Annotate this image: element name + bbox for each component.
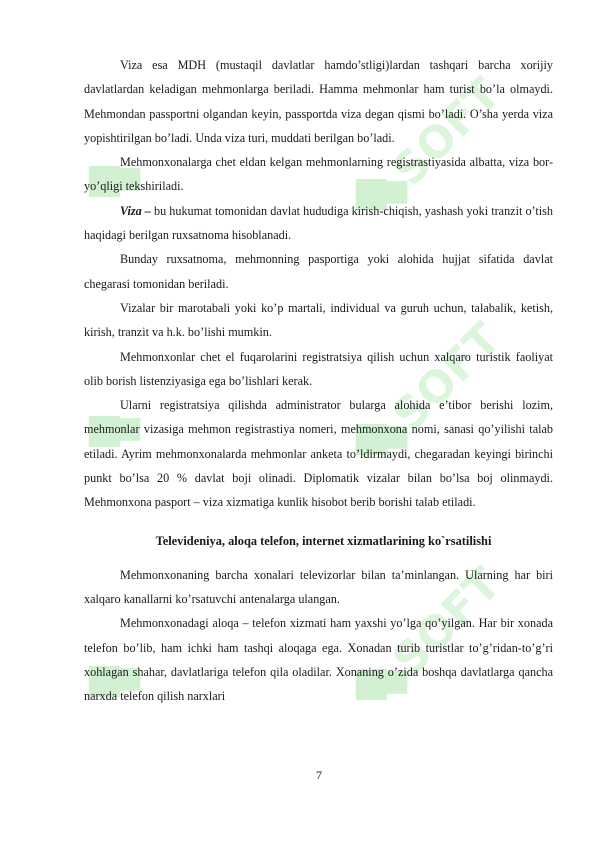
paragraph-visa-types: Vizalar bir marotabali yoki ko’p martali, individual va guruh uchun, talabalik, ketish, kirish, tranzit va h.k. bo’lishi mumkin. [84, 300, 553, 340]
paragraph-telephone: Mehmonxonadagi aloqa – telefon xizmati ham yaxshi yo’lga qo’yilgan. Har bir xonada telefon bo’lib, ham ichki ham tashqi aloqaga ega. Xonadan turib turistlar to’g’ridan-to’g’ri xohlagan shahar, davlatlariga telefon qila oladilar. Xonaning o’zida boshqa davlatlarga qancha narxda telefon qilish narxlari [84, 616, 553, 704]
watermark-text: SOFT [383, 68, 511, 196]
term-viza: Viza – [120, 203, 151, 218]
page-number: 7 [316, 768, 322, 782]
watermark-text: SOFT [383, 313, 511, 441]
document-body [84, 53, 553, 708]
paragraph-license: Mehmonxonlar chet el fuqarolarini registratsiya qilish uchun xalqaro turistik faoliyat olib borish listenziyasiga ega bo’lishlari kerak. [84, 349, 553, 388]
paragraph-registration: Ularni registratsiya qilishda administrator bularga alohida e’tibor berishi lozim, mehmonlar vizasiga mehmon registrastiya nomeri, mehmonxona nomi, sanasi qo’yilishi talab etiladi. Ayrim mehmonxonalarda mehmonlar anketa to’ldirmaydi, chegaradan keyingi birinchi punkt bo’lsa 20 % davlat boji olinadi. Diplomatik vizalar bilan bo’lsa boj olinmaydi. Mehmonxona pasport – viza xizmatiga kunlik hisobot berib borishi talab etiladi. [84, 398, 553, 510]
paragraph-permit: Bunday ruxsatnoma, mehmonning pasportiga yoki alohida hujjat sifatida davlat chegarasi tomonidan beriladi. [84, 252, 553, 291]
paragraph-visa-definition [84, 199, 553, 248]
paragraph-television: Mehmonxonaning barcha xonalari televizorlar bilan ta’minlangan. Ularning har biri xalqaro kanallarni ko’rsatuvchi antenalarga ulangan. [84, 567, 553, 606]
watermark-text: SOFT [383, 558, 511, 686]
section-heading: Televideniya, aloqa telefon, internet xizmatlarining ko`rsatilishi [155, 533, 492, 548]
definition-text: bu hukumat tomonidan davlat hududiga kirish-chiqish, yashash yoki tranzit o’tish haqidagi berilgan ruxsatnoma hisoblanadi. [84, 203, 553, 243]
paragraph-visa-intro: Viza esa MDH (mustaqil davlatlar hamdo’stligi)lardan tashqari barcha xorijiy davlatlardan keladigan mehmonlarga beriladi. Hamma mehmonlar ham turist bo’la olmaydi. Mehmondan passportni olgandan keyin, passportda viza degan qismi bo’ladi. O’sha yerda viza yopishtirilgan bo’ladi. Unda viza turi, muddati berilgan bo’ladi. [84, 58, 553, 145]
paragraph-visa-check: Mehmonxonalarga chet eldan kelgan mehmonlarning registrastiyasida albatta, viza bor-yo’qligi tekshiriladi. [84, 155, 553, 194]
